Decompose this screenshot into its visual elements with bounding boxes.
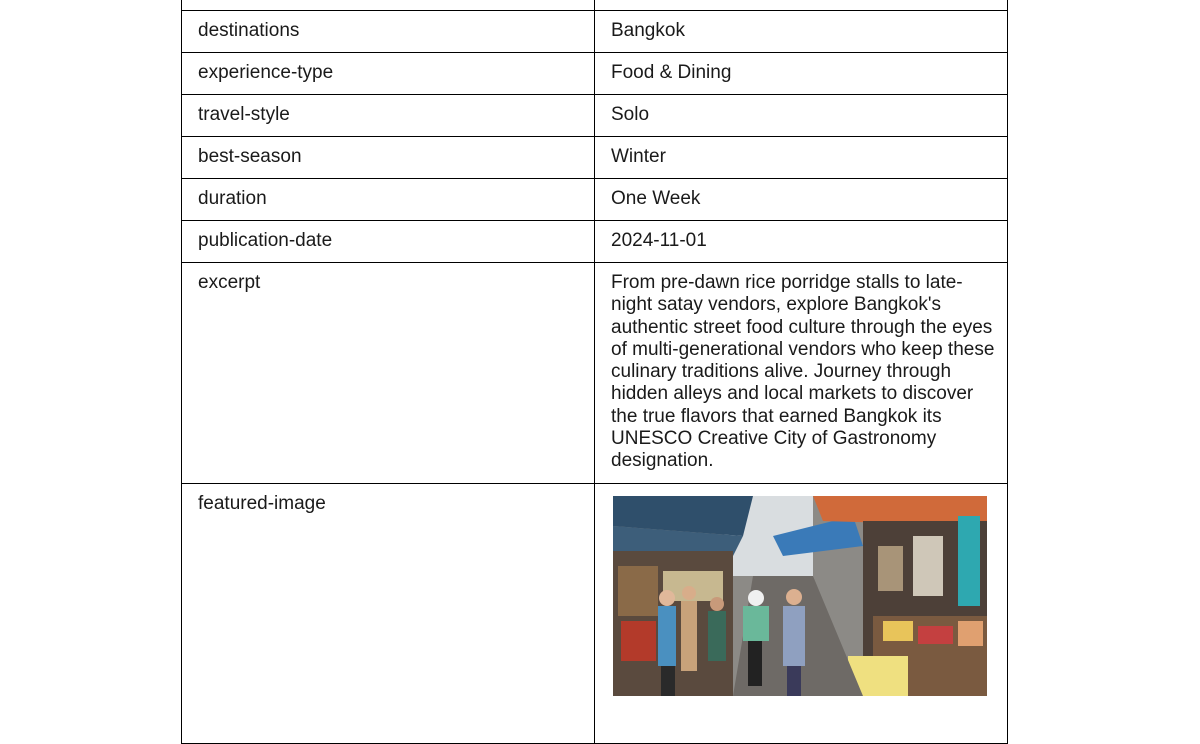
key-cell: destinations (182, 11, 595, 53)
table-row (182, 221, 1008, 263)
table-row (182, 179, 1008, 221)
key-cell: duration (182, 179, 595, 221)
table-row (182, 0, 1008, 11)
table-row (182, 137, 1008, 179)
table-row (182, 11, 1008, 53)
key-cell: featured-image (182, 484, 595, 744)
table-row (182, 263, 1008, 484)
table-row (182, 95, 1008, 137)
key-cell: travel-style (182, 95, 595, 137)
document-page (181, 0, 1007, 744)
value-cell: Bangkok (595, 11, 1008, 53)
excerpt-cell: From pre-dawn rice porridge stalls to late-night satay vendors, explore Bangkok's authentic street food culture through the eyes of multi-generational vendors who keep these culinary traditions alive. Journey through hidden alleys and local markets to discover the true flavors that earned Bangkok its UNESCO Creative City of Gastronomy designation. (595, 263, 1008, 484)
value-cell: One Week (595, 179, 1008, 221)
featured-image-cell (595, 484, 1008, 744)
key-cell: excerpt (182, 263, 595, 484)
metadata-table (181, 0, 1008, 744)
value-cell: Solo (595, 95, 1008, 137)
value-cell (595, 0, 1008, 11)
key-cell (182, 0, 595, 11)
table-row (182, 53, 1008, 95)
street-market-photo-icon (613, 496, 987, 696)
value-cell: 2024-11-01 (595, 221, 1008, 263)
key-cell: publication-date (182, 221, 595, 263)
table-row (182, 484, 1008, 744)
value-cell: Food & Dining (595, 53, 1008, 95)
value-cell: Winter (595, 137, 1008, 179)
key-cell: best-season (182, 137, 595, 179)
key-cell: experience-type (182, 53, 595, 95)
